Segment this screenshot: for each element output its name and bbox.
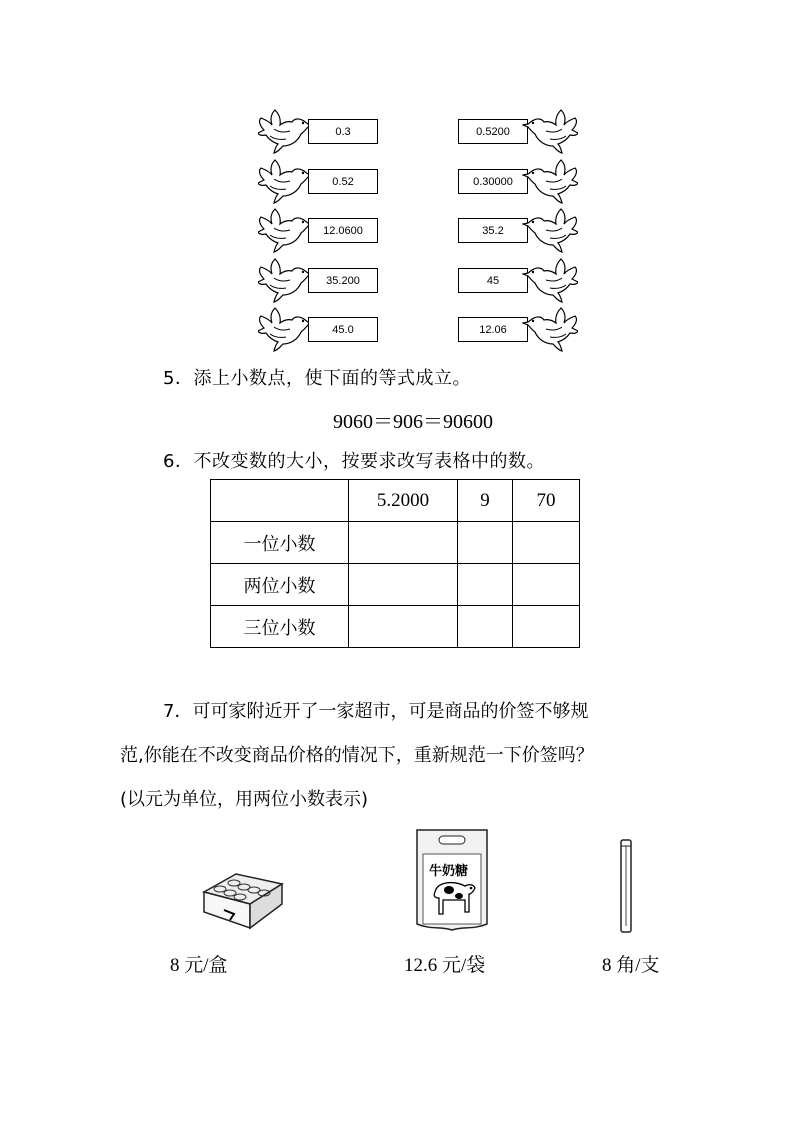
table-row-label: 两位小数: [211, 564, 349, 606]
price-label-box: 8 元/盒: [170, 955, 228, 976]
dove-icon: [258, 207, 314, 253]
box-icon: [200, 862, 286, 932]
answer-cell[interactable]: [513, 606, 580, 648]
dove-icon: [522, 207, 578, 253]
candy-bag: [413, 826, 491, 934]
table-row: [211, 522, 580, 564]
answer-cell[interactable]: [349, 564, 458, 606]
q5-equation: 9060＝906＝90600: [333, 411, 493, 433]
dove-row: [258, 158, 382, 206]
dove-row: [258, 207, 382, 255]
number-tag: 45.0: [308, 317, 378, 342]
q6-title: 6．不改变数的大小，按要求改写表格中的数。: [163, 451, 545, 472]
dove-row: [258, 108, 382, 156]
price-label-pencil: 8 角/支: [602, 955, 660, 976]
table-row: [211, 606, 580, 648]
number-tag: 0.30000: [458, 169, 528, 194]
dove-icon: [522, 306, 578, 352]
table-row-label: 一位小数: [211, 522, 349, 564]
table-header-cell: 5.2000: [349, 480, 458, 522]
table-header-cell: 70: [513, 480, 580, 522]
q5-title: 5．添上小数点，使下面的等式成立。: [163, 368, 471, 389]
candy-bag-label: 牛奶糖: [429, 864, 469, 879]
rewrite-table: [210, 479, 580, 648]
table-corner-cell: [211, 480, 349, 522]
dove-row: [458, 257, 582, 305]
dove-row: [258, 306, 382, 354]
number-tag: 12.06: [458, 317, 528, 342]
number-tag: 0.5200: [458, 119, 528, 144]
table-header-cell: 9: [458, 480, 513, 522]
answer-cell[interactable]: [349, 522, 458, 564]
q7-line-2: 范,你能在不改变商品价格的情况下，重新规范一下价签吗？: [120, 745, 594, 766]
number-tag: 0.3: [308, 119, 378, 144]
dove-row: [458, 306, 582, 354]
dove-icon: [258, 306, 314, 352]
table-row: [211, 564, 580, 606]
dove-row: [458, 158, 582, 206]
answer-cell[interactable]: [513, 522, 580, 564]
number-tag: 45: [458, 268, 528, 293]
dove-icon: [258, 257, 314, 303]
dove-row: [458, 207, 582, 255]
answer-cell[interactable]: [458, 606, 513, 648]
answer-cell[interactable]: [349, 606, 458, 648]
number-tag: 0.52: [308, 169, 378, 194]
dove-icon: [258, 108, 314, 154]
dove-icon: [522, 257, 578, 303]
dove-icon: [258, 158, 314, 204]
table-row-label: 三位小数: [211, 606, 349, 648]
number-tag: 35.200: [308, 268, 378, 293]
dove-icon: [522, 108, 578, 154]
number-tag: 12.0600: [308, 218, 378, 243]
price-label-candy: 12.6 元/袋: [404, 955, 486, 976]
q7-line-1: 7．可可家附近开了一家超市，可是商品的价签不够规: [163, 701, 589, 722]
answer-cell[interactable]: [458, 522, 513, 564]
answer-cell[interactable]: [513, 564, 580, 606]
q7-line-3: (以元为单位，用两位小数表示): [120, 789, 369, 810]
answer-cell[interactable]: [458, 564, 513, 606]
number-tag: 35.2: [458, 218, 528, 243]
candy-bag-icon: [413, 826, 491, 934]
dove-row: [258, 257, 382, 305]
dove-icon: [522, 158, 578, 204]
table-header-row: [211, 480, 580, 522]
dove-row: [458, 108, 582, 156]
pencil-icon: [616, 838, 636, 934]
